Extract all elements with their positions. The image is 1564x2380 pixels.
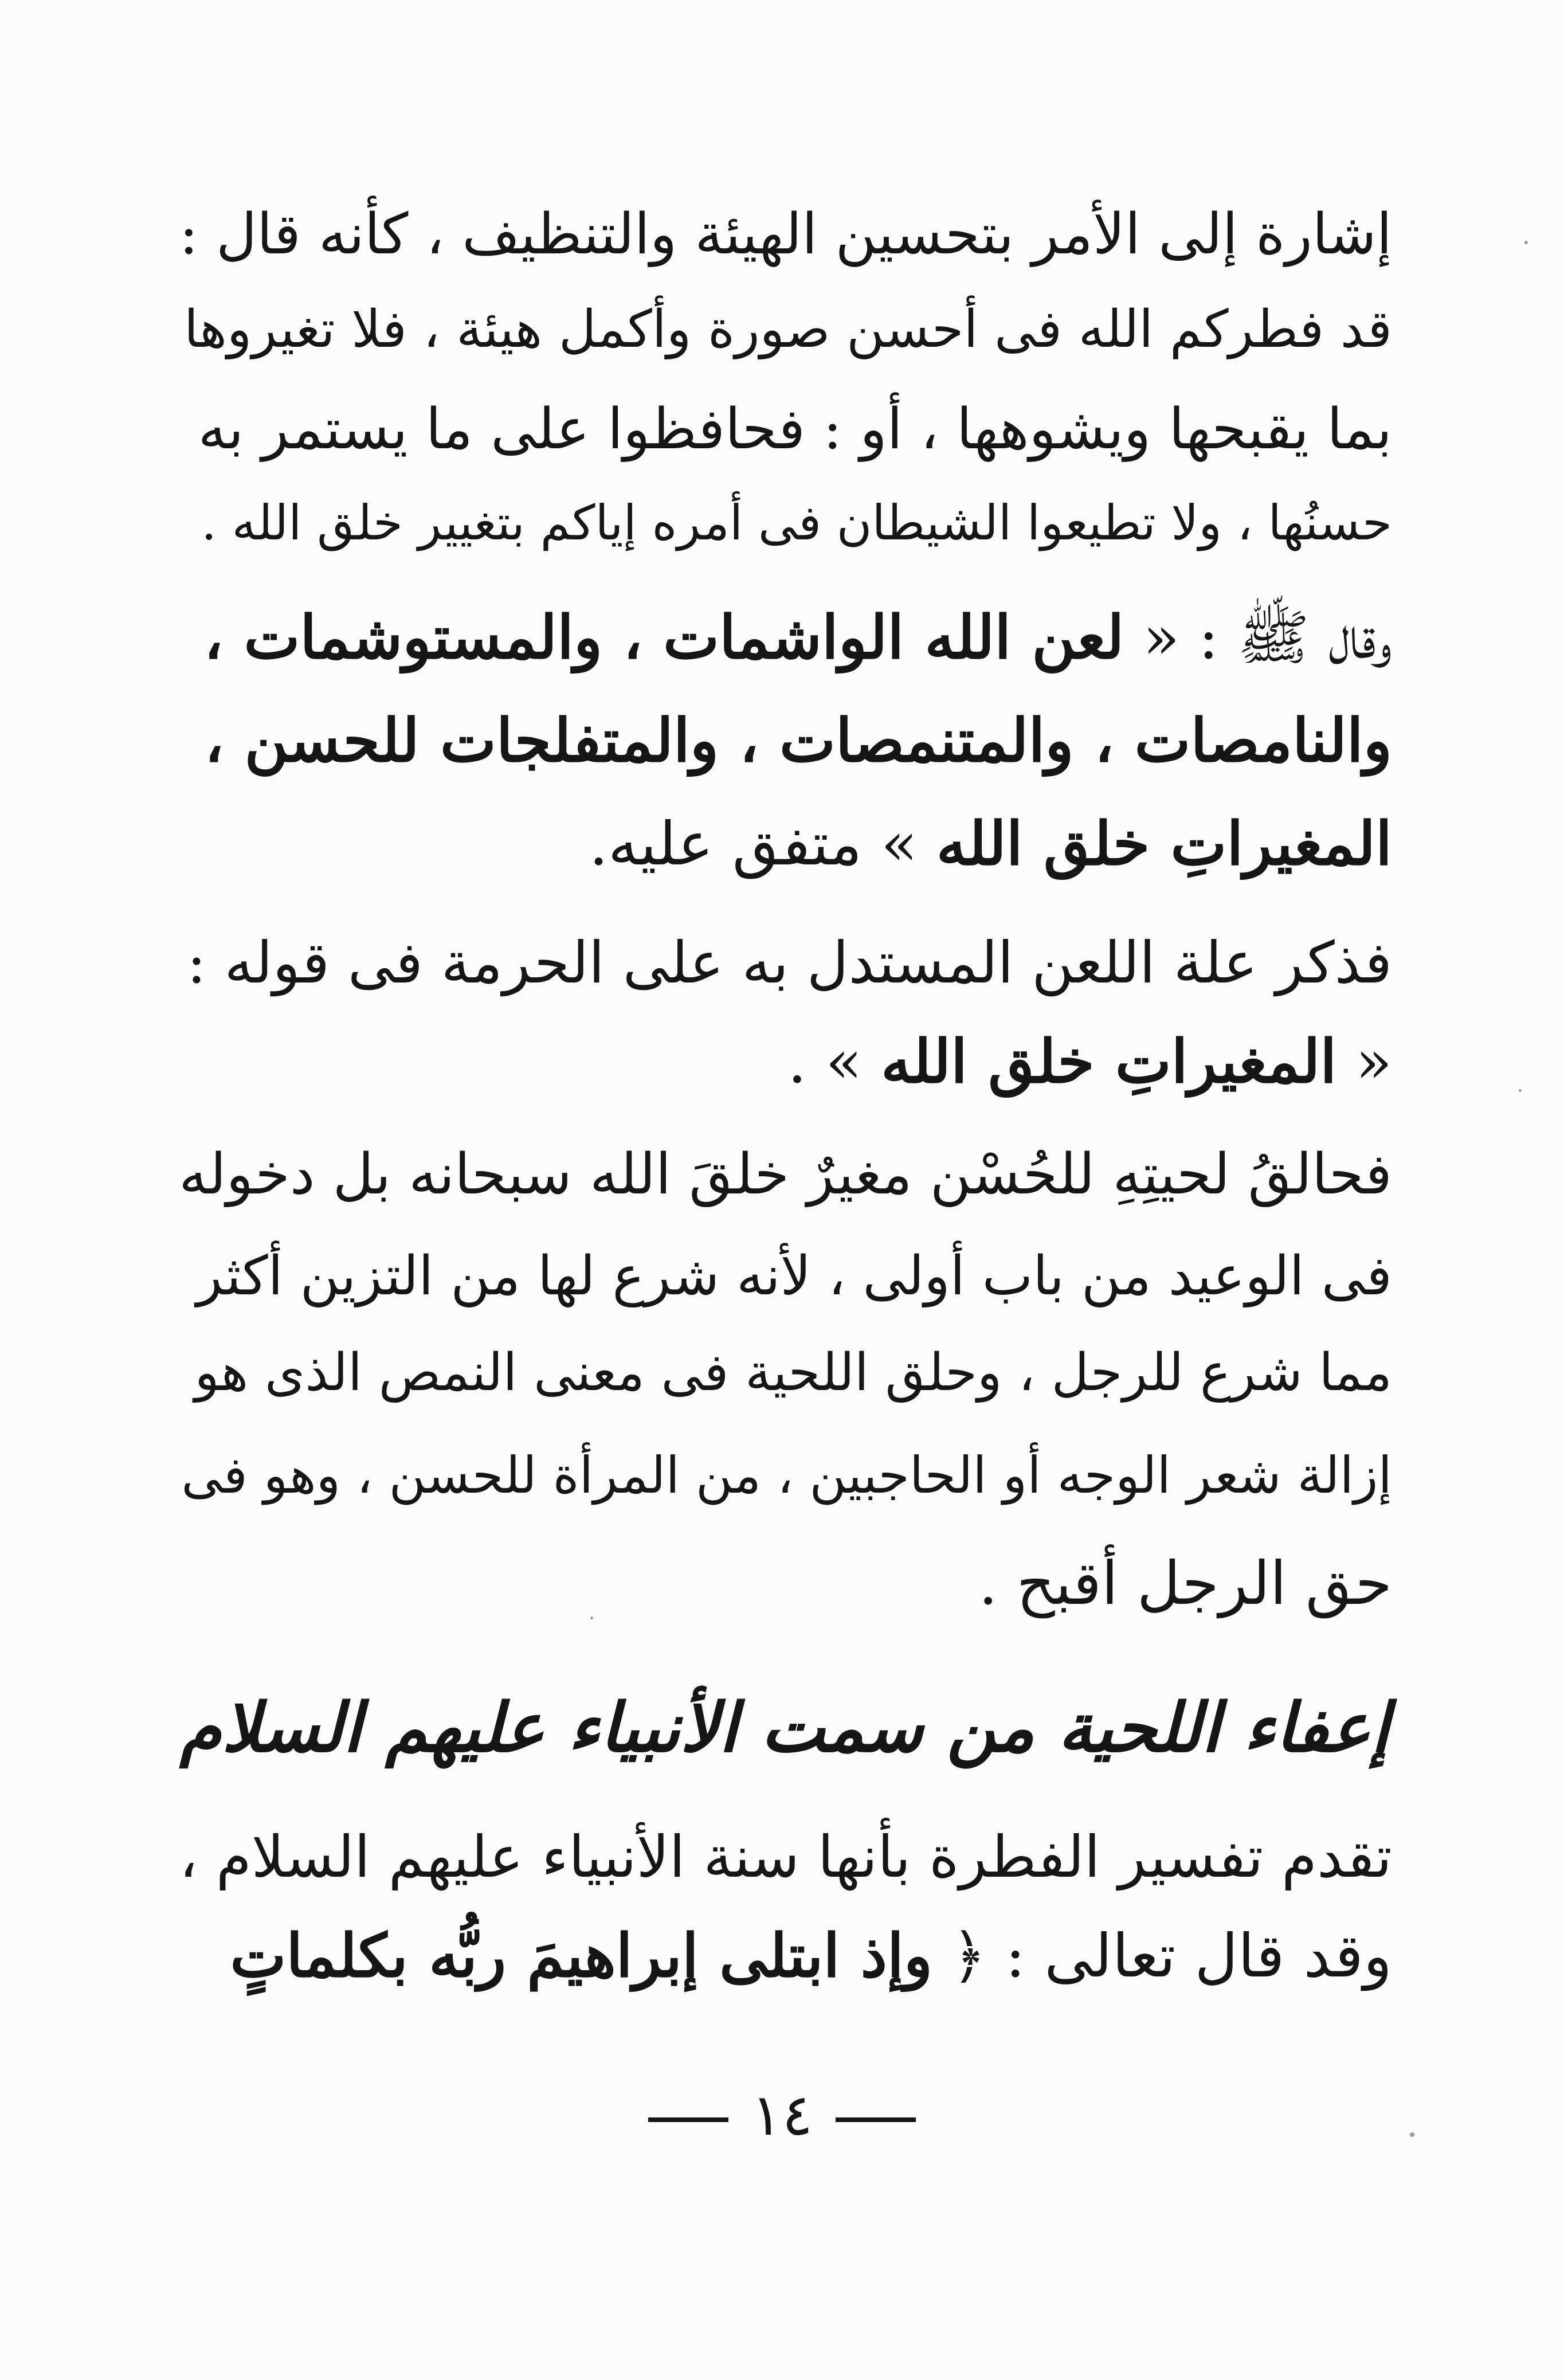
- hadith-text: المغيراتِ خلق الله: [936, 808, 1392, 879]
- hadith-text: لعن الله الواشمات ، والمستوشمات ،: [203, 602, 1124, 672]
- hadith-source: » متفق عليه.: [589, 809, 936, 879]
- text-line: مما شرع للرجل ، وحلق اللحية فى معنى النمص الذى هو: [194, 1342, 1392, 1403]
- quote-open: «: [1336, 1027, 1392, 1097]
- section-heading: إعفاء اللحية من سمت الأنبياء عليهم السلام: [179, 1688, 1390, 1767]
- text-line: إزالة شعر الوجه أو الحاجبين ، من المرأة للحسن ، وهو فى: [181, 1446, 1392, 1505]
- text-line: فى الوعيد من باب أولى ، لأنه شرع لها من التزين أكثر: [196, 1245, 1392, 1308]
- scan-speckle: [590, 1616, 593, 1619]
- verse-intro: وقد قال تعالى : ﴿: [932, 1921, 1392, 1991]
- dash-decoration: [648, 2117, 728, 2122]
- text-line: قد فطركم الله فى أحسن صورة وأكمل هيئة ، فلا تغيروها: [183, 299, 1392, 359]
- scan-speckle: [1519, 1089, 1522, 1092]
- text-line: حق الرجل أقبح .: [978, 1548, 1392, 1618]
- hadith-text: والنامصات ، والمتنمصات ، والمتفلجات للحسن ،: [204, 705, 1392, 776]
- text-line: إشارة إلى الأمر بتحسين الهيئة والتنظيف ، كأنه قال :: [179, 202, 1392, 267]
- text-line: [177, 1920, 1392, 1991]
- scan-speckle: [1524, 241, 1528, 244]
- verse-text: وإذ ابتلى إبراهيمَ ربُّه بكلماتٍ: [230, 1920, 933, 1991]
- quoted-text: المغيراتِ خلق الله: [881, 1026, 1337, 1097]
- page-number-value: ١٤: [751, 2081, 813, 2148]
- text-line: حسنُها ، ولا تطيعوا الشيطان فى أمره إياكم بتغيير خلق الله .: [201, 495, 1392, 551]
- text-line: [177, 808, 1392, 879]
- text-line: [177, 602, 1392, 672]
- scan-speckle: [1410, 2132, 1414, 2137]
- dash-decoration: [836, 2117, 916, 2122]
- text-line: بما يقبحها ويشوهها ، أو : فحافظوا على ما يستمر به: [198, 397, 1392, 462]
- page-number: [0, 2081, 1564, 2148]
- text-line: فحالقُ لحيتِهِ للحُسْن مغيرٌ خلقَ الله سبحانه بل دخوله: [179, 1142, 1392, 1207]
- hadith-intro: وقال ﷺ : «: [1124, 602, 1392, 672]
- quote-close: » .: [787, 1027, 881, 1097]
- text-line: [177, 1026, 1392, 1097]
- text-line: تقدم تفسير الفطرة بأنها سنة الأنبياء عليهم السلام ،: [179, 1823, 1392, 1890]
- text-line: فذكر علة اللعن المستدل به على الحرمة فى قوله :: [187, 929, 1392, 996]
